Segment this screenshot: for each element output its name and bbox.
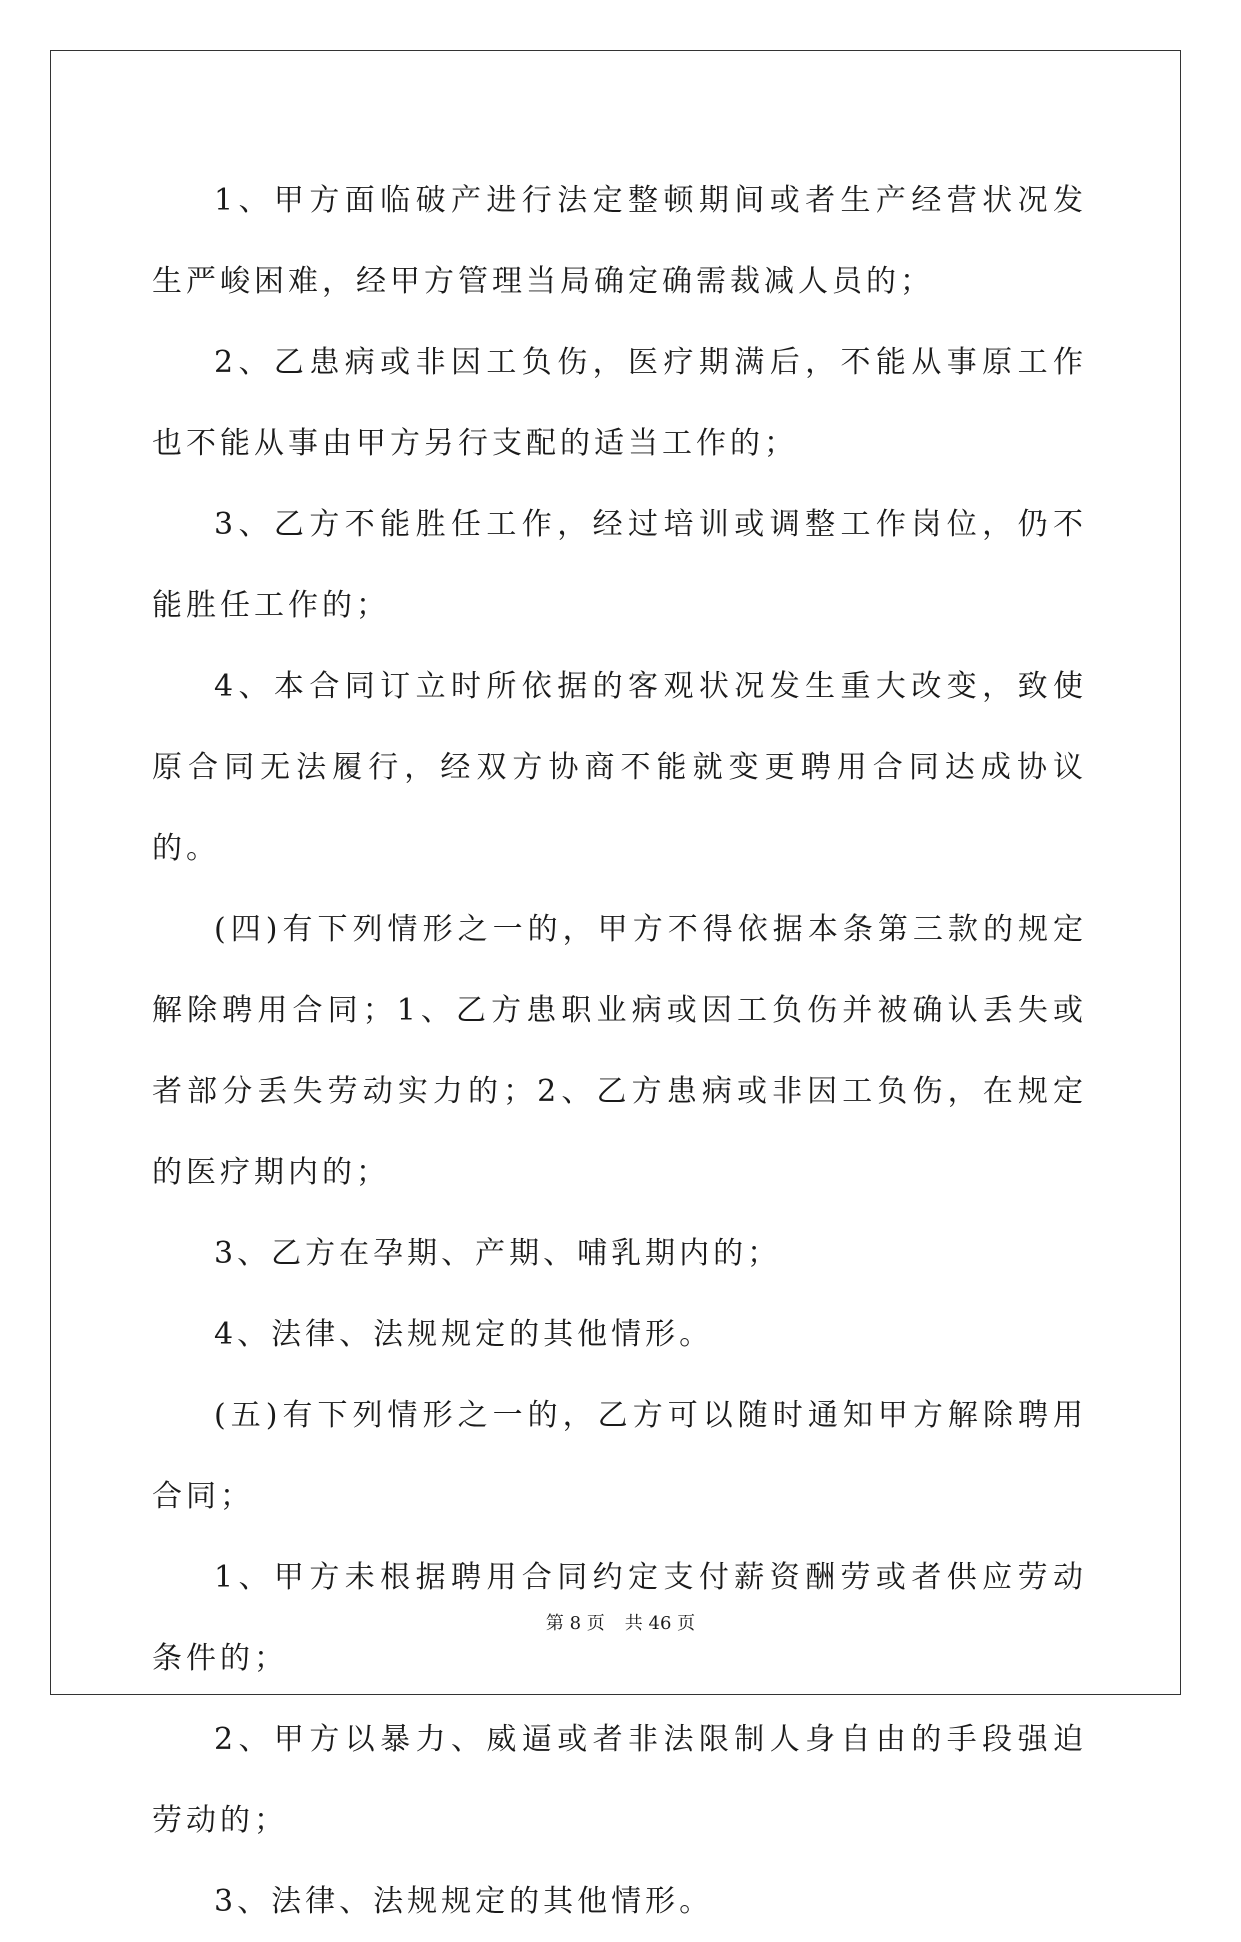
paragraph: 3、乙方在孕期、产期、哺乳期内的； — [214, 1236, 782, 1271]
paragraph: 3、乙方不能胜任工作，经过培训或调整工作岗位，仍不能胜任工作的； — [152, 507, 1087, 623]
page-number: 第 8 页 — [545, 1613, 605, 1634]
paragraph: 2、乙患病或非因工负伤，医疗期满后，不能从事原工作也不能从事由甲方另行支配的适当工作的； — [152, 345, 1087, 461]
page-footer — [0, 1612, 1241, 1636]
paragraph: (四)有下列情形之一的，甲方不得依据本条第三款的规定解除聘用合同；1、乙方患职业病或因工负伤并被确认丢失或者部分丢失劳动实力的；2、乙方患病或非因工负伤，在规定的医疗期内的； — [152, 912, 1087, 1190]
paragraph: (五)有下列情形之一的，乙方可以随时通知甲方解除聘用合同； — [152, 1398, 1087, 1514]
document-body — [152, 160, 1087, 1942]
paragraph: 3、法律、法规规定的其他情形。 — [214, 1884, 714, 1919]
paragraph: 4、法律、法规规定的其他情形。 — [214, 1317, 714, 1352]
paragraph: 4、本合同订立时所依据的客观状况发生重大改变，致使原合同无法履行，经双方协商不能就变更聘用合同达成协议的。 — [152, 669, 1087, 866]
paragraph: 1、甲方未根据聘用合同约定支付薪资酬劳或者供应劳动条件的； — [152, 1560, 1087, 1676]
paragraph: 2、甲方以暴力、威逼或者非法限制人身自由的手段强迫劳动的； — [152, 1722, 1087, 1838]
total-pages: 共 46 页 — [624, 1613, 696, 1634]
paragraph: 1、甲方面临破产进行法定整顿期间或者生产经营状况发生严峻困难，经甲方管理当局确定确需裁减人员的； — [152, 183, 1087, 299]
